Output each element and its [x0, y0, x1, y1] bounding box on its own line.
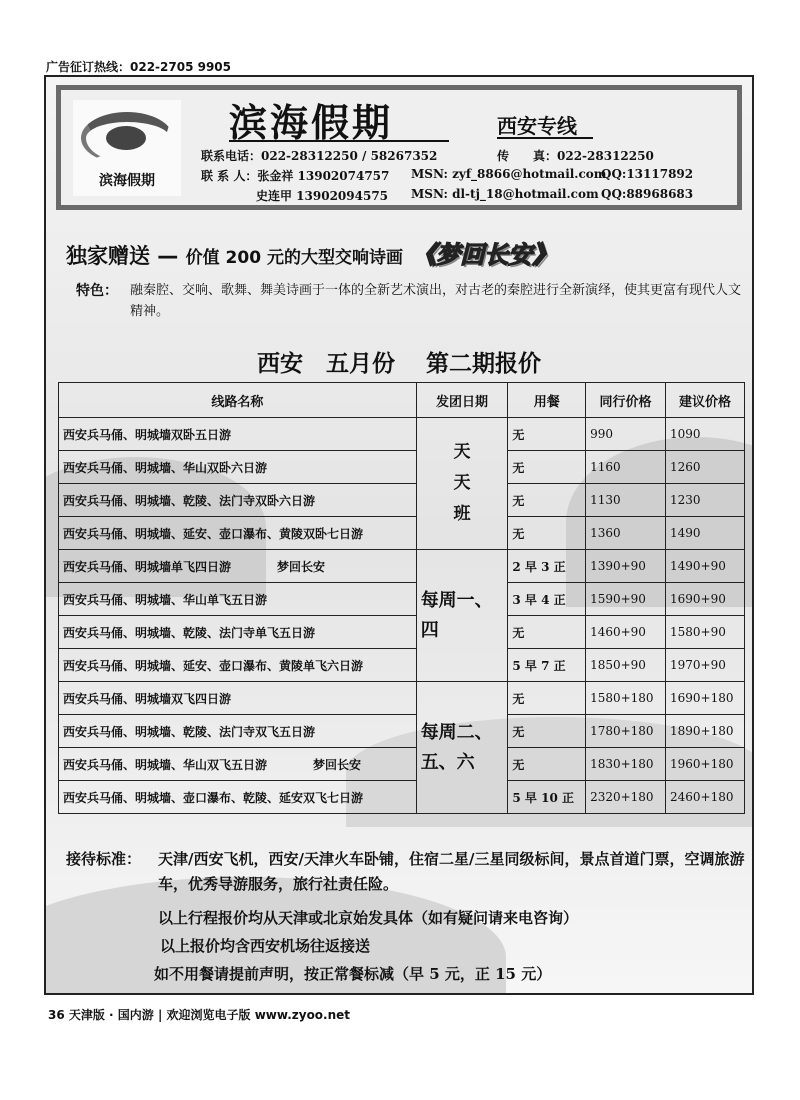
suggest-price-cell: 1230: [666, 484, 745, 517]
contact-person-2: 史连甲 13902094575: [256, 189, 389, 203]
meal-cell: 无: [508, 517, 586, 550]
contact-qq-1: QQ:13117892: [601, 167, 694, 181]
route-name: 西安兵马俑、明城墙、壶口瀑布、乾陵、延安双飞七日游: [59, 781, 417, 814]
peer-price-cell: 2320+180: [586, 781, 666, 814]
logo-text: 滨海假期: [99, 173, 155, 189]
table-row: [59, 616, 745, 649]
contact-phone: 联系电话：022-28312250 / 58267352: [201, 149, 438, 163]
suggest-price-cell: 1890+180: [666, 715, 745, 748]
route-name: 西安兵马俑、明城墙双卧五日游: [59, 418, 417, 451]
brand-underline: [229, 140, 449, 142]
route-note: 梦回长安: [313, 757, 362, 772]
price-table: [58, 382, 745, 814]
promo-show-title: 《梦回长安》: [412, 241, 557, 269]
table-row: [59, 451, 745, 484]
peer-price-cell: 1590+90: [586, 583, 666, 616]
route-title: 西安专线: [497, 114, 577, 138]
peer-price-cell: 1580+180: [586, 682, 666, 715]
table-row: [59, 682, 745, 715]
peer-price-cell: 1780+180: [586, 715, 666, 748]
contact-msn-2: MSN: dl-tj_18@hotmail.com: [411, 187, 599, 201]
logo-eye-icon: [106, 126, 146, 150]
meal-cell: 5 早 7 正: [508, 649, 586, 682]
peer-price-cell: 1850+90: [586, 649, 666, 682]
route-name: 西安兵马俑、明城墙双飞四日游: [59, 682, 417, 715]
service-standard-text: 天津/西安飞机，西安/天津火车卧铺，住宿二星/三星同级标间，景点首道门票，空调旅游车，优秀导游服务，旅行社责任险。: [158, 850, 745, 893]
route-name: 西安兵马俑、明城墙、乾陵、法门寺单飞五日游: [59, 616, 417, 649]
table-row: [59, 715, 745, 748]
table-row: [59, 781, 745, 814]
table-row: [59, 517, 745, 550]
route-note: 梦回长安: [277, 559, 326, 574]
table-row: [59, 418, 745, 451]
page-footer: 36 天津版 · 国内游 | 欢迎浏览电子版 www.zyoo.net: [48, 1008, 351, 1022]
route-name: 西安兵马俑、明城墙、乾陵、法门寺双飞五日游: [59, 715, 417, 748]
table-header-row: [59, 383, 745, 418]
suggest-price-cell: 1690+90: [666, 583, 745, 616]
meal-cell: 3 早 4 正: [508, 583, 586, 616]
header-meal: 用餐: [508, 383, 586, 418]
route-name: 西安兵马俑、明城墙、华山单飞五日游: [59, 583, 417, 616]
promo-sub: 价值 200 元的大型交响诗画: [185, 248, 403, 268]
brand-title: 滨海假期: [229, 100, 394, 145]
meal-cell: 无: [508, 451, 586, 484]
contact-msn-1: MSN: zyf_8866@hotmail.com: [411, 167, 607, 181]
service-standard-label: 接待标准：: [66, 850, 142, 868]
route-name: 西安兵马俑、明城墙单飞四日游 梦回长安: [59, 550, 417, 583]
note-meals: 如不用餐请提前声明，按正常餐标减（早 5 元，正 15 元）: [154, 965, 552, 983]
departure-group-tue-fri-sat: 每周二、五、六: [416, 682, 508, 814]
promo-main: 独家赠送 —: [66, 244, 179, 268]
suggest-price-cell: 1580+90: [666, 616, 745, 649]
suggest-price-cell: 1690+180: [666, 682, 745, 715]
meal-cell: 5 早 10 正: [508, 781, 586, 814]
peer-price-cell: 1130: [586, 484, 666, 517]
departure-group-mon-thu: 每周一、四: [416, 550, 508, 682]
meal-cell: 无: [508, 418, 586, 451]
table-row: [59, 649, 745, 682]
suggest-price-cell: 2460+180: [666, 781, 745, 814]
service-standard: [66, 847, 746, 897]
peer-price-cell: 1390+90: [586, 550, 666, 583]
meal-cell: 无: [508, 715, 586, 748]
contact-person-1: 联 系 人：张金祥 13902074757: [201, 169, 390, 183]
header-route: 线路名称: [59, 383, 417, 418]
header-date: 发团日期: [416, 383, 508, 418]
header-box: [56, 85, 742, 210]
table-row: [59, 484, 745, 517]
peer-price-cell: 1160: [586, 451, 666, 484]
route-name: 西安兵马俑、明城墙、华山双飞五日游 梦回长安: [59, 748, 417, 781]
suggest-price-cell: 1960+180: [666, 748, 745, 781]
note-departure: 以上行程报价均从天津或北京始发具体（如有疑问请来电咨询）: [158, 909, 579, 927]
meal-cell: 无: [508, 484, 586, 517]
features-label: 特色：: [76, 283, 118, 299]
contact-qq-2: QQ:88968683: [601, 187, 694, 201]
ad-hotline: 广告征订热线：022-2705 9905: [46, 60, 232, 74]
peer-price-cell: 990: [586, 418, 666, 451]
meal-cell: 无: [508, 616, 586, 649]
note-airport: 以上报价均含西安机场往返接送: [160, 937, 371, 955]
suggest-price-cell: 1970+90: [666, 649, 745, 682]
table-row: [59, 583, 745, 616]
route-name: 西安兵马俑、明城墙、延安、壶口瀑布、黄陵单飞六日游: [59, 649, 417, 682]
logo: [73, 100, 181, 196]
promo-line: [66, 235, 556, 270]
meal-cell: 无: [508, 682, 586, 715]
route-name: 西安兵马俑、明城墙、乾陵、法门寺双卧六日游: [59, 484, 417, 517]
features-text: 融秦腔、交响、歌舞、舞美诗画于一体的全新艺术演出，对古老的秦腔进行全新演绎，使其更富有现代人文精神。: [130, 283, 742, 319]
suggest-price-cell: 1090: [666, 418, 745, 451]
table-row: [59, 550, 745, 583]
route-underline: [497, 137, 593, 139]
suggest-price-cell: 1260: [666, 451, 745, 484]
suggest-price-cell: 1490: [666, 517, 745, 550]
route-name: 西安兵马俑、明城墙、延安、壶口瀑布、黄陵双卧七日游: [59, 517, 417, 550]
peer-price-cell: 1460+90: [586, 616, 666, 649]
table-row: [59, 748, 745, 781]
peer-price-cell: 1830+180: [586, 748, 666, 781]
price-title: 西安 五月份 第二期报价: [256, 350, 541, 377]
suggest-price-cell: 1490+90: [666, 550, 745, 583]
contact-fax: 传 真：022-28312250: [497, 149, 654, 163]
peer-price-cell: 1360: [586, 517, 666, 550]
route-name: 西安兵马俑、明城墙、华山双卧六日游: [59, 451, 417, 484]
header-peer-price: 同行价格: [586, 383, 666, 418]
departure-group-daily: 天 天 班: [416, 418, 508, 550]
meal-cell: 无: [508, 748, 586, 781]
ad-frame: [44, 75, 754, 995]
header-suggest-price: 建议价格: [666, 383, 745, 418]
meal-cell: 2 早 3 正: [508, 550, 586, 583]
